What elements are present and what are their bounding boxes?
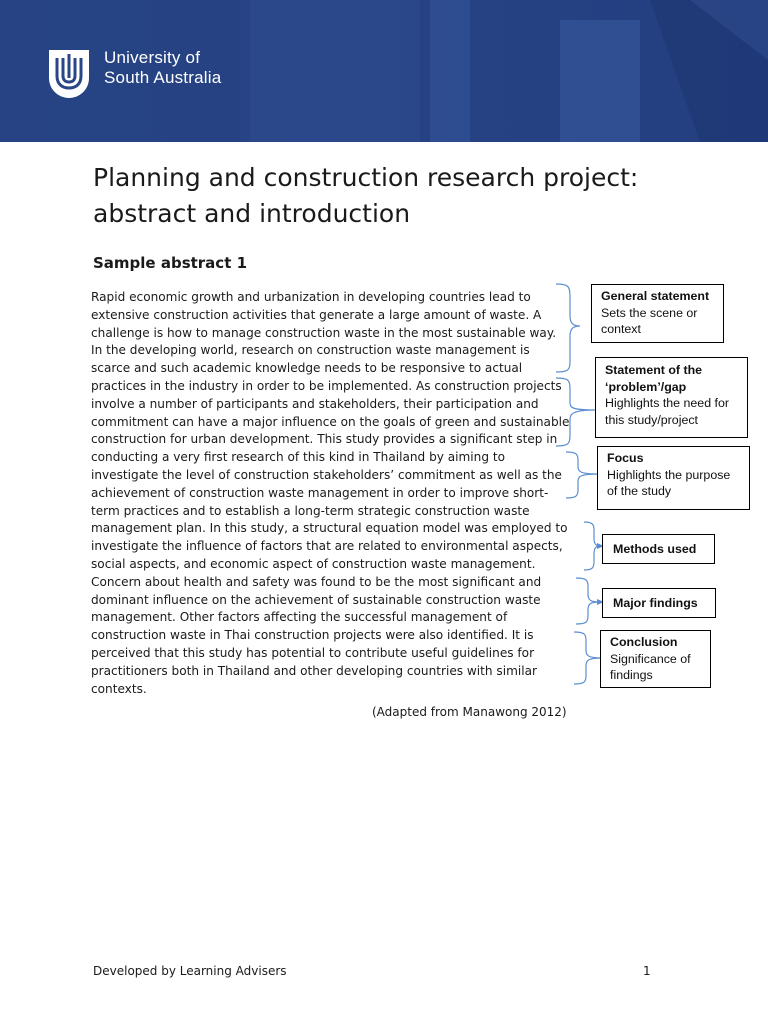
abstract-text [91, 289, 569, 698]
abstract-line: scarce and such academic knowledge needs to be responsive to actual [91, 361, 523, 376]
brace-findings [576, 578, 600, 624]
page-title-line2: abstract and introduction [93, 199, 411, 228]
abstract-line: construction for urban development. This study provides a significant step in [91, 432, 558, 447]
university-name-line2: South Australia [104, 68, 222, 87]
annotation-general-statement [591, 284, 724, 343]
section-subheading: Sample abstract 1 [93, 254, 248, 272]
abstract-line: contexts. [91, 681, 147, 696]
abstract-line: construction waste in Thai construction projects were also identified. It is [91, 628, 534, 643]
brace-methods [584, 522, 600, 570]
page-number: 1 [643, 964, 651, 978]
annotation-description: Highlights the need for this study/project [605, 396, 729, 427]
brace-focus [566, 452, 600, 498]
abstract-line: In the developing world, research on construction waste management is [91, 343, 530, 358]
abstract-line: extensive construction activities that generate a large amount of waste. A [91, 307, 542, 322]
annotation-description: Significance of findings [610, 651, 691, 682]
annotation-heading: Major findings [613, 596, 698, 610]
annotation-focus [597, 446, 750, 510]
annotation-heading: Focus [607, 451, 644, 465]
abstract-line: management plan. In this study, a structural equation model was employed to [91, 521, 568, 536]
annotation-conclusion [600, 630, 711, 688]
footer-credit: Developed by Learning Advisers [93, 964, 287, 978]
abstract-line: achievement of construction waste management in order to improve short- [91, 485, 549, 500]
abstract-line: practices in the industry in order to be implemented. As construction projects [91, 378, 562, 393]
annotation-methods-used [602, 534, 715, 564]
university-name-line1: University of [104, 48, 201, 67]
university-name [104, 48, 221, 88]
abstract-line: challenge is how to manage construction waste in the most sustainable way. [91, 325, 557, 340]
unisa-logo-icon [47, 48, 91, 100]
annotation-heading: Statement of the ‘problem’/gap [605, 363, 703, 394]
abstract-line: commitment can have a major influence on the goals of green and sustainable [91, 414, 570, 429]
abstract-line: dominant influence on the achievement of sustainable construction waste [91, 592, 541, 607]
abstract-line: management. Other factors affecting the successful management of [91, 610, 508, 625]
abstract-line: Rapid economic growth and urbanization in developing countries lead to [91, 290, 531, 304]
annotation-heading: General statement [601, 289, 710, 303]
abstract-line: term practices and to establish a long-term strategic construction waste [91, 503, 530, 518]
page-title-line1: Planning and construction research project: [93, 163, 639, 192]
annotation-heading: Methods used [613, 542, 697, 556]
header-banner [0, 0, 768, 142]
abstract-line: conducting a very first research of this kind in Thailand by aiming to [91, 450, 505, 465]
abstract-line: involve a number of participants and stakeholders, their participation and [91, 396, 539, 411]
annotation-heading: Conclusion [610, 635, 678, 649]
annotation-description: Sets the scene or context [601, 305, 698, 336]
abstract-line: investigate the level of construction stakeholders’ commitment as well as the [91, 467, 562, 482]
abstract-line: social aspects, and economic aspect of construction waste management. [91, 556, 536, 571]
annotation-description: Highlights the purpose of the study [607, 467, 731, 498]
abstract-line: perceived that this study has potential to contribute useful guidelines for [91, 645, 535, 660]
source-attribution: (Adapted from Manawong 2012) [372, 705, 567, 719]
annotation-major-findings [602, 588, 716, 618]
annotation-problem-gap [595, 357, 748, 438]
page-title [93, 160, 713, 232]
abstract-line: practitioners both in Thailand and other developing countries with similar [91, 663, 537, 678]
abstract-line: investigate the influence of factors that are related to environmental aspects, [91, 539, 563, 554]
abstract-line: Concern about health and safety was found to be the most significant and [91, 574, 542, 589]
